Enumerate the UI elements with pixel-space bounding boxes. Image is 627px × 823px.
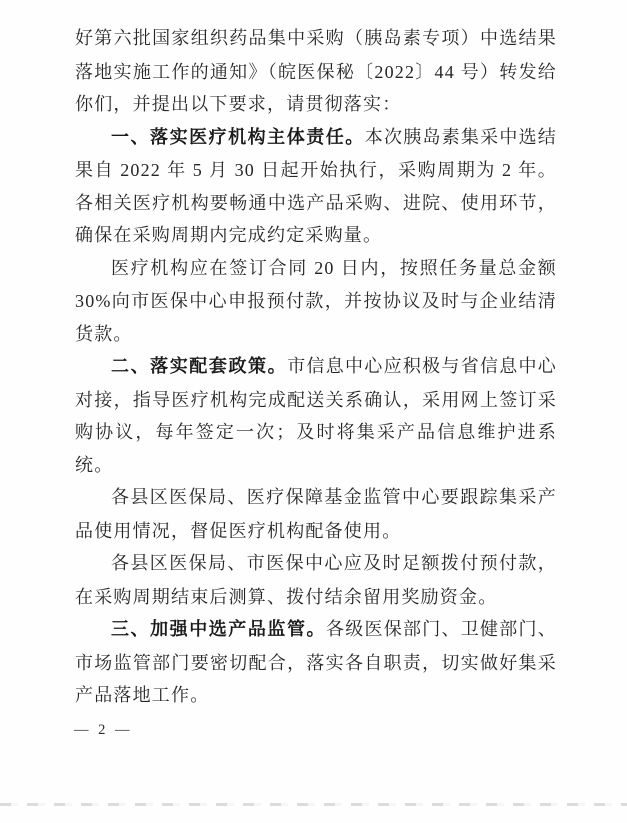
paragraph — [75, 350, 557, 481]
document-body — [75, 22, 557, 712]
paragraph — [75, 22, 557, 121]
paragraph — [75, 121, 557, 252]
paragraph-text: 市信息中心应积极与省信息中心对接，指导医疗机构完成配送关系确认，采用网上签订采购协议，每年签定一次；及时将集采产品信息维护进系统。 — [75, 356, 557, 475]
paragraph-text: 各县区医保局、市医保中心应及时足额拨付预付款，在采购周期结束后测算、拨付结余留用奖励资金。 — [75, 553, 557, 607]
paragraph — [75, 547, 557, 613]
paragraph-heading: 三、加强中选产品监管。 — [111, 619, 327, 640]
paragraph-heading: 一、落实医疗机构主体责任。 — [111, 126, 365, 148]
paragraph — [75, 252, 557, 351]
paragraph-text: 本次胰岛素集采中选结果自 2022 年 5 月 30 日起开始执行，采购周期为 2 年。各相关医疗机构要畅通中选产品采购、进院、使用环节，确保在采购周期内完成约定采购量。 — [75, 126, 558, 245]
paragraph-text: 各县区医保局、医疗保障基金监管中心要跟踪集采产品使用情况，督促医疗机构配备使用。 — [75, 487, 557, 541]
page-number: — 2 — — [74, 722, 133, 738]
paragraph — [75, 481, 557, 547]
paragraph — [75, 613, 557, 712]
paragraph-text: 医疗机构应在签订合同 20 日内，按照任务量总金额 30%向市医保中心申报预付款，并按协议及时与企业结清货款。 — [75, 257, 557, 344]
paragraph-heading: 二、落实配套政策。 — [111, 356, 288, 377]
paragraph-text: 各级医保部门、卫健部门、市场监管部门要密切配合，落实各自职责，切实做好集采产品落地工作。 — [75, 619, 557, 705]
scan-artifact-line — [0, 803, 627, 806]
paragraph-text: 好第六批国家组织药品集中采购（胰岛素专项）中选结果落地实施工作的通知》（皖医保秘〔2022〕44 号）转发给你们，并提出以下要求，请贯彻落实： — [75, 28, 557, 114]
